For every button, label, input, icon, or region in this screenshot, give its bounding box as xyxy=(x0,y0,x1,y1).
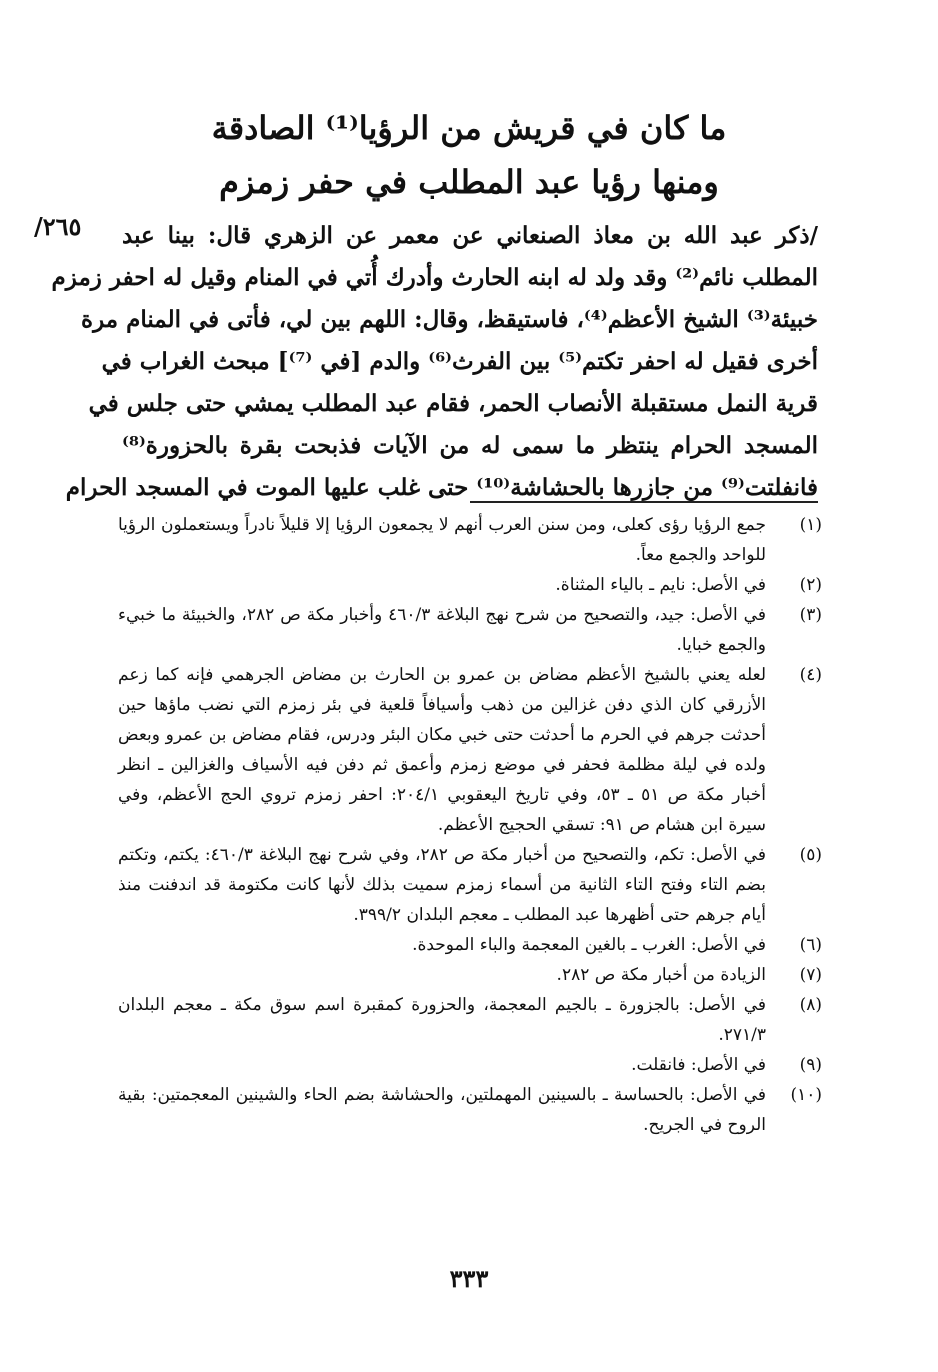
footnote-text: الزيادة من أخبار مكة ص ٢٨٢. xyxy=(556,965,766,985)
body-line: خبيئة⁽³⁾ الشيخ الأعظم⁽⁴⁾، فاستيقظ، وقال: اللهم بين لي، فأتى في المنام مرة xyxy=(81,306,818,333)
footnote-number: (٢) xyxy=(799,575,822,595)
body-line: قرية النمل مستقبلة الأنصاب الحمر، فقام عبد المطلب يمشي حتى جلس في xyxy=(88,390,818,417)
footnote xyxy=(118,1050,822,1080)
body-line: المطلب نائم⁽²⁾ وقد ولد له ابنه الحارث وأدرك أُتي في المنام وقيل له احفر زمزم xyxy=(51,264,818,291)
body-line: /ذكر عبد الله بن معاذ الصنعاني عن معمر عن الزهري قال: بينا عبد xyxy=(122,222,818,249)
footnote xyxy=(118,840,822,930)
footnote-number: (١) xyxy=(799,515,822,535)
body-line: أخرى فقيل له احفر تكتم⁽⁵⁾ بين الفرث⁽⁶⁾ والدم [في ⁽⁷⁾] مبحث الغراب في xyxy=(101,348,818,375)
footnote-text: في الأصل: فانقلت. xyxy=(631,1055,766,1075)
footnote-number: (١٠) xyxy=(790,1085,822,1105)
footnote-number: (٤) xyxy=(799,665,822,685)
footnote-text: في الأصل: نايم ـ بالياء المثناة. xyxy=(555,575,766,595)
body-line: المسجد الحرام ينتظر ما سمى له من الآيات فذبحت بقرة بالحزورة⁽⁸⁾ xyxy=(122,432,818,459)
footnote-text: في الأصل: الغرب ـ بالغين المعجمة والباء الموحدة. xyxy=(412,935,766,955)
footnote-number: (٧) xyxy=(799,965,822,985)
footnote xyxy=(118,960,822,990)
footnote-text: لعله يعني بالشيخ الأعظم مضاض بن عمرو بن الحارث بن مضاض الجرهمي فإنه كما زعم الأزرقي كان الذي دفن غزالين من ذهب وأسيافاً قلعية في بئر زمزم التي نضب ماؤها حين أحدثت جرهم في الحرم ما أحدثت حتى خبي مكان البئر ودرس، فقام مضاض بن عمرو وبعض ولده في ليلة مظلمة فحفر في موضع زمزم وأعمق ثم دفن فيه الأسياف والغزالين ـ انظر أخبار مكة ص ٥١ ـ ٥٣، وفي تاريخ اليعقوبي ٢٠٤/١: احفر زمزم تروي الحج الأعظم، وفي سيرة ابن هشام ص ٩١: تسقي الحجيج الأعظم. xyxy=(118,665,767,835)
footnote xyxy=(118,660,822,840)
footnote-text: في الأصل: بالجزورة ـ بالجيم المعجمة، والحزورة كمقبرة اسم سوق مكة ـ معجم البلدان ٢٧١/٣. xyxy=(118,995,766,1045)
chapter-title-line2: ومنها رؤيا عبد المطلب في حفر زمزم xyxy=(219,163,719,201)
footnote-number: (٨) xyxy=(799,995,822,1015)
footnotes xyxy=(118,510,822,1140)
footnote-number: (٩) xyxy=(799,1055,822,1075)
footnote-text: جمع الرؤيا رؤى كعلى، ومن سنن العرب أنهم لا يجمعون الرؤيا إلا قليلاً نادراً ويستعملون الرؤيا للواحد والجمع معاً. xyxy=(118,515,766,565)
footnote xyxy=(118,990,822,1050)
footnote xyxy=(118,600,822,660)
chapter-title-line1: ما كان في قريش من الرؤيا⁽¹⁾ الصادقة xyxy=(211,109,727,147)
footnote-number: (٥) xyxy=(799,845,822,865)
page-number: ٣٣٣ xyxy=(449,1264,489,1293)
margin-page-reference: ٢٦٥/ xyxy=(34,212,82,241)
footnote-number: (٣) xyxy=(799,605,822,625)
body-line: فانفلتت⁽⁹⁾ من جازرها بالحشاشة⁽¹⁰⁾ حتى غلب عليها الموت في المسجد الحرام xyxy=(65,474,818,501)
footnote-text: في الأصل: تكم، والتصحيح من أخبار مكة ص ٢٨٢، وفي شرح نهج البلاغة ٤٦٠/٣: يكتم، وتكتم بضم التاء وفتح التاء الثانية من أسماء زمزم سميت بذلك لأنها كانت مكتومة قد اندفنت منذ أيام جرهم حتى أظهرها عبد المطلب ـ معجم البلدان ٣٩٩/٢. xyxy=(118,845,766,925)
footnote xyxy=(118,510,822,570)
footnote xyxy=(118,570,822,600)
footnote-number: (٦) xyxy=(799,935,822,955)
footnote xyxy=(118,930,822,960)
footnote xyxy=(118,1080,822,1140)
footnote-separator xyxy=(470,501,818,503)
footnote-text: في الأصل: جيد، والتصحيح من شرح نهج البلاغة ٤٦٠/٣ وأخبار مكة ص ٢٨٢، والخبيئة ما خبيء والجمع خبايا. xyxy=(118,605,766,655)
footnote-text: في الأصل: بالحساسة ـ بالسينين المهملتين، والحشاشة بضم الحاء والشينين المعجمتين: بقية الروح في الجريح. xyxy=(118,1085,766,1135)
